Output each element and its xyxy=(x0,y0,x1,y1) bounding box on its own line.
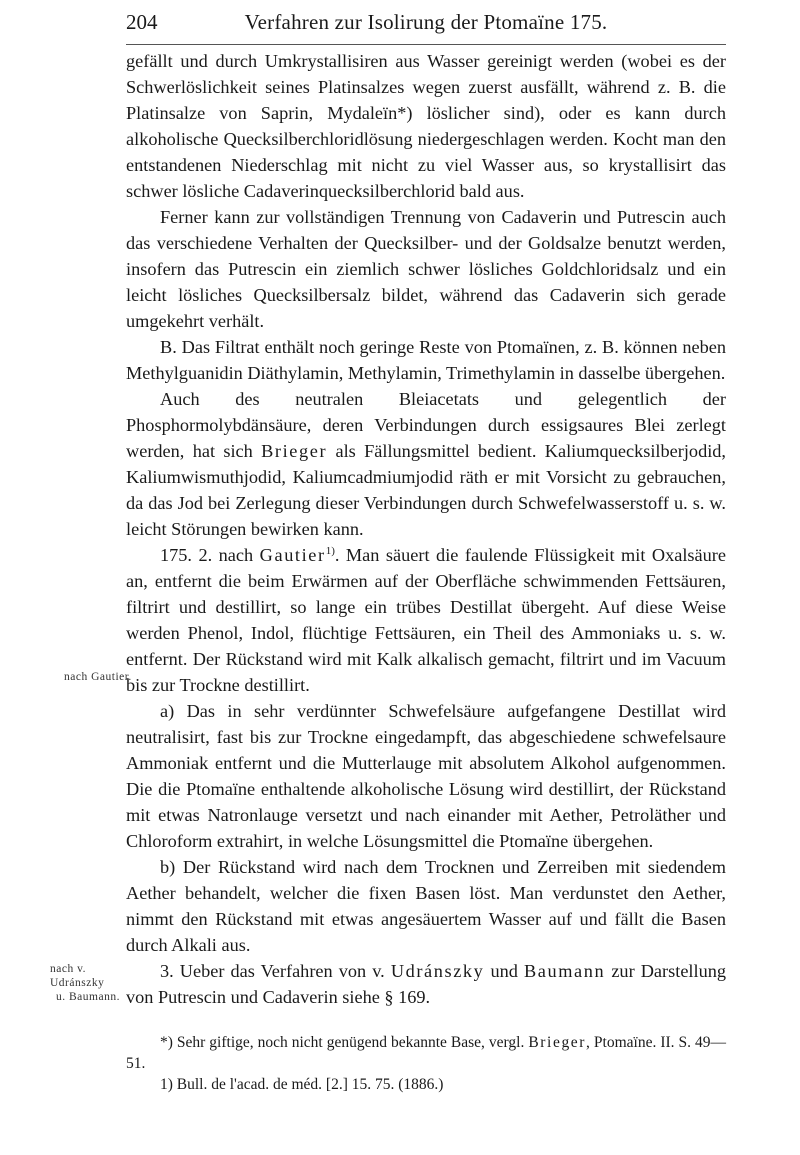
margin-note-line: u. Baumann. xyxy=(56,991,120,1003)
author-name: Brieger xyxy=(261,441,328,461)
paragraph-8-before: 3. Ueber das Verfahren von v. xyxy=(160,961,391,981)
page-number: 204 xyxy=(126,10,158,34)
paragraph-5-after: . Man säuert die faulende Flüssigkeit mit Oxalsäure an, entfernt die beim Erwärmen auf der Oberfläche schwimmenden Fettsäuren, filtrirt und destillirt, so lange ein trübes Destillat übergeht. Auf diese Weise werden Phenol, Indol, flüchtige Fettsäuren, ein Theil des Ammoniaks u. s. w. entfernt. Der Rückstand wird mit Kalk alkalisch gemacht, filtrirt und im Vacuum bis zur Trockne destillirt. xyxy=(126,545,726,695)
margin-note-line: nach v. Udránszky xyxy=(50,963,105,989)
margin-note-gautier: nach Gautier. xyxy=(64,671,132,683)
paragraph-2: Ferner kann zur vollständigen Trennung von Cadaverin und Putrescin auch das verschiedene Verhalten der Quecksilber- und der Goldsalze benutzt werden, insofern das Putrescin ein ziemlich schwer lösliches Goldchloridsalz und ein leicht lösliches Quecksilbersalz bildet, während das Cadaverin sich gerade umgekehrt verhält. xyxy=(126,207,726,331)
paragraph-8 xyxy=(126,958,726,1010)
paragraph-7: b) Der Rückstand wird nach dem Trocknen und Zerreiben mit siedendem Aether behandelt, welcher die fixen Basen löst. Man verdunstet den Aether, nimmt den Rückstand mit etwas angesäuertem Wasser auf und fällt die Basen durch Alkali aus. xyxy=(126,857,726,955)
author-name: Udránszky xyxy=(390,961,485,981)
paragraph-4-after: als Fällungsmittel bedient. Kaliumquecksilberjodid, Kaliumwismuthjodid, Kaliumcadmiumjodid räth er mit Vorsicht zu gebrauchen, da das Jod bei Zerlegung dieser Verbindungen durch Schwefelwasserstoff u. s. w. leicht Störungen bewirken kann. xyxy=(126,441,726,539)
footnote-ref: 1) xyxy=(325,544,335,557)
page-header xyxy=(126,4,726,45)
footnotes xyxy=(126,1032,726,1095)
paragraph-5-before: 175. 2. nach xyxy=(160,545,260,565)
footnote-1-before: *) Sehr giftige, noch nicht genügend bekannte Base, vergl. xyxy=(160,1034,529,1051)
author-name: Gautier xyxy=(259,545,326,565)
paragraph-5 xyxy=(126,542,726,698)
running-title: Verfahren zur Isolirung der Ptomaïne 175. xyxy=(244,10,608,34)
paragraph-8-mid: und xyxy=(484,961,524,981)
author-name: Brieger xyxy=(528,1034,587,1051)
paragraph-4-before: Auch des neutralen Bleiacetats und gelegentlich der Phosphormolybdänsäure, deren Verbindungen durch essigsaures Blei zerlegt werden, hat sich xyxy=(126,389,726,461)
paragraph-6: a) Das in sehr verdünnter Schwefelsäure aufgefangene Destillat wird neutralisirt, fast bis zur Trockne eingedampft, das abgeschiedene schwefelsaure Ammoniak entfernt und die Mutterlauge mit absolutem Alkohol aufgenommen. Die die Ptomaïne enthaltende alkoholische Lösung wird destillirt, der Rückstand mit etwas Natronlauge versetzt und nach einander mit Aether, Petroläther und Chloroform extrahirt, in welche Lösungsmittel die Ptomaïne übergehen. xyxy=(126,701,726,851)
paragraph-1: gefällt und durch Umkrystallisiren aus Wasser gereinigt werden (wobei es der Schwerlöslichkeit seines Platinsalzes wegen zuerst ausfällt, während z. B. die Platinsalze von Saprin, Mydaleïn*) löslicher sind), oder es kann durch alkoholische Quecksilberchloridlösung niedergeschlagen werden. Kocht man den entstandenen Niederschlag mit nicht zu viel Wasser aus, so krystallisirt das schwer lösliche Cadaverinquecksilberchlorid bald aus. xyxy=(126,51,726,201)
author-name: Baumann xyxy=(523,961,606,981)
paragraph-3: B. Das Filtrat enthält noch geringe Reste von Ptomaïnen, z. B. können neben Methylguanidin Diäthylamin, Methylamin, Trimethylamin in dasselbe übergehen. xyxy=(126,337,726,383)
body-text xyxy=(126,48,726,1010)
paragraph-4 xyxy=(126,386,726,542)
margin-note-udransky xyxy=(50,962,126,1004)
footnote-1-after: , Ptomaïne. II. S. 49—51. xyxy=(126,1034,727,1072)
footnote-1 xyxy=(126,1032,726,1074)
paragraph-8-after: zur Darstellung von Putrescin und Cadaverin siehe § 169. xyxy=(126,961,727,1007)
footnote-2: 1) Bull. de l'acad. de méd. [2.] 15. 75. (1886.) xyxy=(160,1076,444,1093)
